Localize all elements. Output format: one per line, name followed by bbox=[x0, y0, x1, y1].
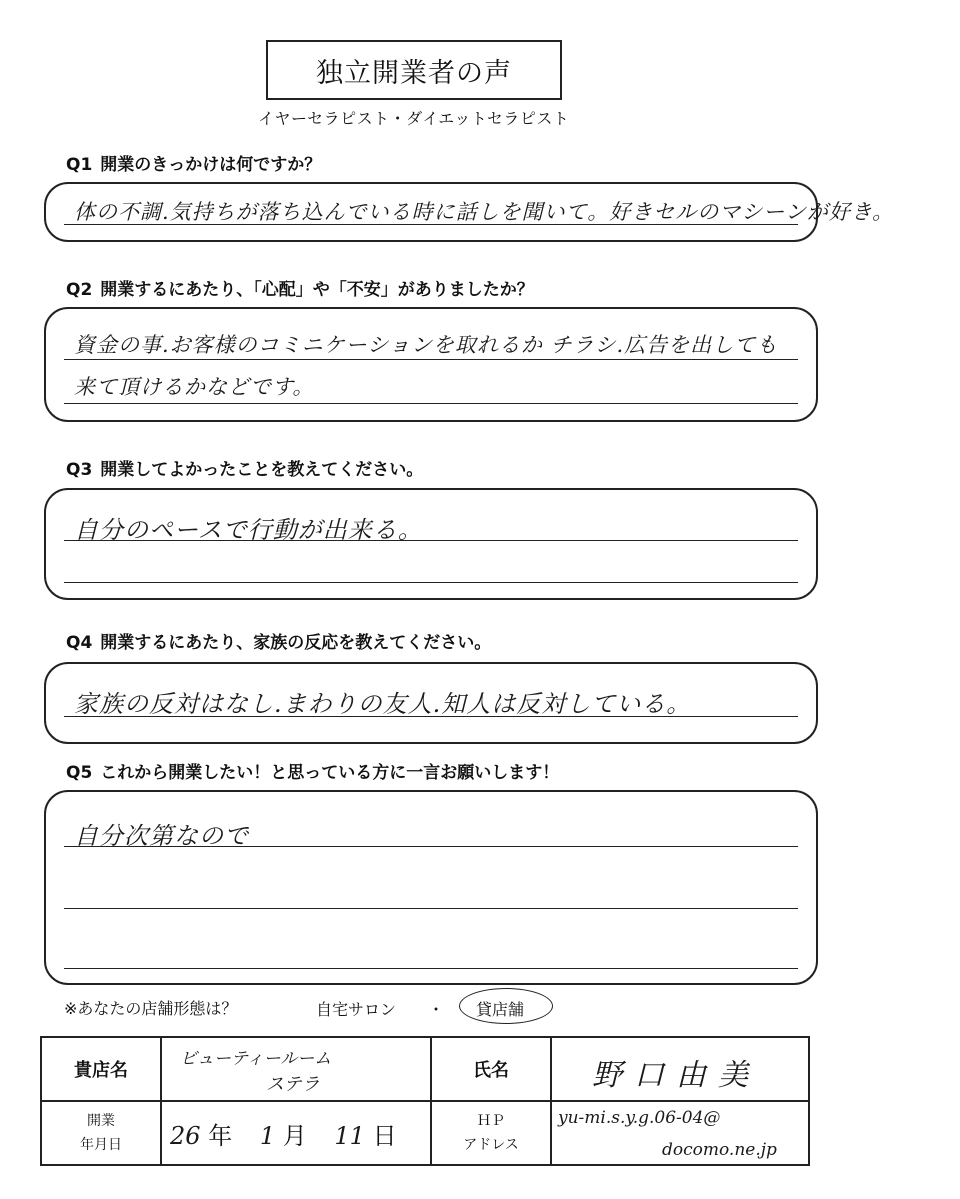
shop-type-separator: ・ bbox=[428, 1000, 445, 1019]
open-year-unit: 年 bbox=[208, 1122, 233, 1150]
open-date-label bbox=[41, 1101, 161, 1165]
open-date-value bbox=[170, 1116, 397, 1151]
hp-address-cell bbox=[551, 1101, 809, 1165]
open-day-unit: 日 bbox=[372, 1122, 397, 1150]
answer-4-rule-1 bbox=[64, 716, 798, 717]
owner-name-cell bbox=[551, 1037, 809, 1101]
answer-box-1 bbox=[44, 182, 894, 242]
question-1-number: Q1 bbox=[66, 155, 93, 175]
answer-5-rule-3 bbox=[64, 968, 798, 969]
question-4-number: Q4 bbox=[66, 633, 93, 653]
shop-type-option-rental[interactable]: 貸店舗 bbox=[476, 1000, 525, 1019]
question-3-number: Q3 bbox=[66, 460, 93, 480]
answer-5-rule-2 bbox=[64, 908, 798, 909]
question-5 bbox=[66, 758, 559, 783]
question-1-text: 開業のきっかけは何ですか？ bbox=[100, 155, 322, 175]
answer-2-rule-2 bbox=[64, 403, 798, 404]
question-3-text: 開業してよかったことを教えてください。 bbox=[100, 460, 424, 480]
shop-name-line-2: ステラ bbox=[266, 1074, 320, 1095]
answer-5-line-1: 自分次第なので bbox=[74, 822, 249, 850]
hp-label-line-1: ＨＰ bbox=[477, 1113, 505, 1129]
page-title bbox=[266, 40, 562, 100]
hp-address-label bbox=[431, 1101, 551, 1165]
answer-3-line-1: 自分のペースで行動が出来る。 bbox=[74, 516, 423, 544]
owner-name-value: 野口由美 bbox=[592, 1058, 760, 1093]
open-date-label-line-2: 年月日 bbox=[80, 1137, 122, 1153]
shop-type-question: ※あなたの店舗形態は？ bbox=[64, 999, 238, 1018]
answer-2-rule-1 bbox=[64, 359, 798, 360]
owner-name-label: 氏名 bbox=[431, 1037, 551, 1101]
open-date-cell bbox=[161, 1101, 431, 1165]
answer-box-3 bbox=[44, 488, 818, 600]
question-2-number: Q2 bbox=[66, 280, 93, 300]
shop-name-line-1: ビューティールーム bbox=[180, 1049, 332, 1069]
hp-address-line-2: docomo.ne.jp bbox=[662, 1140, 777, 1160]
question-3 bbox=[66, 455, 423, 480]
hp-label-line-2: アドレス bbox=[463, 1137, 519, 1153]
answer-box-4 bbox=[44, 662, 818, 744]
page-subtitle: イヤーセラピスト・ダイエットセラピスト bbox=[258, 109, 570, 128]
answer-box-2 bbox=[44, 307, 818, 422]
shop-name-cell bbox=[161, 1037, 431, 1101]
open-day-value: 11 bbox=[334, 1122, 365, 1150]
answer-1-rule-1 bbox=[64, 224, 798, 225]
answer-3-rule-2 bbox=[64, 582, 798, 583]
answer-1-line-1: 体の不調.気持ちが落ち込んでいる時に話しを聞いて。好きセルのマシーンが好き。 bbox=[74, 200, 894, 224]
question-2-text: 開業するにあたり、「心配」や「不安」がありましたか？ bbox=[100, 280, 534, 300]
question-5-number: Q5 bbox=[66, 763, 93, 783]
answer-box-5 bbox=[44, 790, 818, 985]
question-2 bbox=[66, 275, 534, 300]
question-4-text: 開業するにあたり、家族の反応を教えてください。 bbox=[100, 633, 492, 653]
shop-type-option-home[interactable]: 自宅サロン bbox=[316, 1000, 397, 1019]
hp-address-line-1: yu-mi.s.y.g.06-04@ bbox=[558, 1108, 721, 1128]
info-row-date bbox=[41, 1101, 809, 1165]
open-month-unit: 月 bbox=[282, 1122, 307, 1150]
page-title-text: 独立開業者の声 bbox=[316, 57, 512, 89]
answer-3-rule-1 bbox=[64, 540, 798, 541]
open-date-label-line-1: 開業 bbox=[87, 1113, 115, 1129]
info-row-name bbox=[41, 1037, 809, 1101]
answer-4-line-1: 家族の反対はなし.まわりの友人.知人は反対している。 bbox=[74, 690, 692, 718]
answer-2-line-2: 来て頂けるかなどです。 bbox=[74, 375, 315, 399]
open-year-value: 26 bbox=[170, 1122, 201, 1150]
question-1 bbox=[66, 150, 321, 175]
info-table bbox=[40, 1036, 810, 1166]
answer-5-rule-1 bbox=[64, 846, 798, 847]
question-4 bbox=[66, 628, 491, 653]
answer-2-line-1: 資金の事.お客様のコミニケーションを取れるか チラシ.広告を出しても bbox=[74, 333, 779, 357]
selected-circle-mark bbox=[459, 988, 553, 1024]
question-5-text: これから開業したい！と思っている方に一言お願いします！ bbox=[100, 763, 560, 783]
shop-name-label: 貴店名 bbox=[41, 1037, 161, 1101]
open-month-value: 1 bbox=[259, 1122, 276, 1150]
